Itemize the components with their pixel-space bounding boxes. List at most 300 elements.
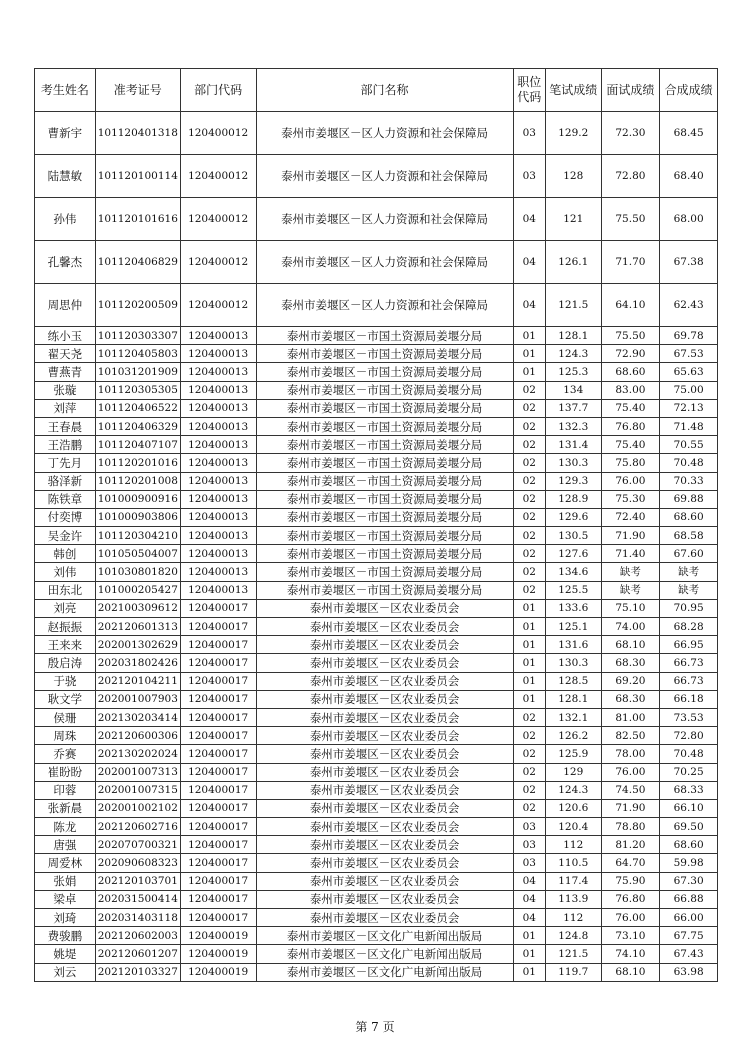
dept-code-cell: 120400013 — [180, 490, 256, 508]
table-row — [35, 708, 718, 726]
table-row — [35, 818, 718, 836]
position-code-cell: 02 — [513, 399, 545, 417]
table-row — [35, 581, 718, 599]
interview-score-cell: 71.90 — [601, 527, 660, 545]
position-code-cell: 03 — [513, 112, 545, 155]
interview-score-cell: 68.30 — [601, 654, 660, 672]
position-code-cell: 02 — [513, 708, 545, 726]
candidate-name-cell: 曹新宇 — [35, 112, 96, 155]
total-score-cell: 62.43 — [660, 284, 718, 327]
total-score-cell: 73.53 — [660, 708, 718, 726]
table-row — [35, 909, 718, 927]
table-row — [35, 381, 718, 399]
written-score-cell: 129 — [545, 763, 601, 781]
dept-code-cell: 120400013 — [180, 545, 256, 563]
dept-code-cell: 120400019 — [180, 963, 256, 981]
position-code-cell: 03 — [513, 836, 545, 854]
written-score-cell: 128.1 — [545, 690, 601, 708]
table-body — [35, 112, 718, 982]
candidate-name-cell: 刘琦 — [35, 909, 96, 927]
position-code-cell: 01 — [513, 345, 545, 363]
position-code-cell: 02 — [513, 545, 545, 563]
table-row — [35, 490, 718, 508]
position-code-cell: 02 — [513, 581, 545, 599]
total-score-cell: 67.30 — [660, 872, 718, 890]
ticket-number-cell: 202090608323 — [95, 854, 180, 872]
ticket-number-cell: 101000903806 — [95, 508, 180, 526]
dept-code-cell: 120400013 — [180, 581, 256, 599]
candidate-name-cell: 于骁 — [35, 672, 96, 690]
ticket-number-cell: 202130203414 — [95, 708, 180, 726]
ticket-number-cell: 202001302629 — [95, 636, 180, 654]
written-score-cell: 128.1 — [545, 327, 601, 345]
dept-code-cell: 120400012 — [180, 241, 256, 284]
total-score-cell: 70.33 — [660, 472, 718, 490]
table-row — [35, 241, 718, 284]
dept-name-cell: 泰州市姜堰区－区农业委员会 — [256, 727, 513, 745]
written-score-cell: 130.3 — [545, 454, 601, 472]
total-score-cell: 缺考 — [660, 563, 718, 581]
dept-code-cell: 120400017 — [180, 599, 256, 617]
written-score-cell: 120.4 — [545, 818, 601, 836]
table-row — [35, 654, 718, 672]
written-score-cell: 124.3 — [545, 345, 601, 363]
candidate-name-cell: 侯珊 — [35, 708, 96, 726]
written-score-cell: 129.6 — [545, 508, 601, 526]
written-score-cell: 125.1 — [545, 618, 601, 636]
table-row — [35, 284, 718, 327]
dept-name-cell: 泰州市姜堰区－市国土资源局姜堰分局 — [256, 508, 513, 526]
interview-score-cell: 68.10 — [601, 963, 660, 981]
written-score-cell: 130.3 — [545, 654, 601, 672]
interview-score-cell: 68.30 — [601, 690, 660, 708]
dept-name-cell: 泰州市姜堰区－区农业委员会 — [256, 872, 513, 890]
table-row — [35, 563, 718, 581]
dept-code-cell: 120400013 — [180, 436, 256, 454]
interview-score-cell: 78.80 — [601, 818, 660, 836]
dept-name-cell: 泰州市姜堰区－区文化广电新闻出版局 — [256, 945, 513, 963]
dept-code-cell: 120400013 — [180, 327, 256, 345]
dept-code-cell: 120400013 — [180, 399, 256, 417]
dept-name-cell: 泰州市姜堰区－市国土资源局姜堰分局 — [256, 563, 513, 581]
position-code-cell: 01 — [513, 672, 545, 690]
candidate-name-cell: 刘伟 — [35, 563, 96, 581]
table-row — [35, 198, 718, 241]
position-code-cell: 02 — [513, 745, 545, 763]
candidate-name-cell: 王来来 — [35, 636, 96, 654]
interview-score-cell: 75.10 — [601, 599, 660, 617]
ticket-number-cell: 101120406329 — [95, 417, 180, 435]
dept-name-cell: 泰州市姜堰区－区农业委员会 — [256, 708, 513, 726]
dept-code-cell: 120400019 — [180, 927, 256, 945]
table-row — [35, 781, 718, 799]
total-score-cell: 68.00 — [660, 198, 718, 241]
interview-score-cell: 76.80 — [601, 417, 660, 435]
table-row — [35, 545, 718, 563]
dept-name-cell: 泰州市姜堰区－区农业委员会 — [256, 781, 513, 799]
dept-name-cell: 泰州市姜堰区－市国土资源局姜堰分局 — [256, 490, 513, 508]
total-score-cell: 68.60 — [660, 508, 718, 526]
col-header-ticket: 准考证号 — [95, 69, 180, 112]
candidate-name-cell: 周珠 — [35, 727, 96, 745]
total-score-cell: 70.48 — [660, 454, 718, 472]
total-score-cell: 70.48 — [660, 745, 718, 763]
written-score-cell: 110.5 — [545, 854, 601, 872]
candidate-name-cell: 唐强 — [35, 836, 96, 854]
candidate-name-cell: 张娟 — [35, 872, 96, 890]
interview-score-cell: 81.00 — [601, 708, 660, 726]
position-code-cell: 02 — [513, 763, 545, 781]
col-header-written-score: 笔试成绩 — [545, 69, 601, 112]
total-score-cell: 63.98 — [660, 963, 718, 981]
ticket-number-cell: 101120101616 — [95, 198, 180, 241]
total-score-cell: 67.75 — [660, 927, 718, 945]
written-score-cell: 134.6 — [545, 563, 601, 581]
interview-score-cell: 72.80 — [601, 155, 660, 198]
dept-code-cell: 120400012 — [180, 112, 256, 155]
written-score-cell: 131.4 — [545, 436, 601, 454]
position-code-cell: 04 — [513, 198, 545, 241]
candidate-name-cell: 王浩鹏 — [35, 436, 96, 454]
interview-score-cell: 72.30 — [601, 112, 660, 155]
dept-code-cell: 120400017 — [180, 618, 256, 636]
table-row — [35, 872, 718, 890]
dept-code-cell: 120400017 — [180, 818, 256, 836]
written-score-cell: 124.8 — [545, 927, 601, 945]
total-score-cell: 67.38 — [660, 241, 718, 284]
ticket-number-cell: 101120405803 — [95, 345, 180, 363]
table-row — [35, 327, 718, 345]
dept-name-cell: 泰州市姜堰区－区文化广电新闻出版局 — [256, 927, 513, 945]
total-score-cell: 59.98 — [660, 854, 718, 872]
dept-code-cell: 120400017 — [180, 836, 256, 854]
interview-score-cell: 71.70 — [601, 241, 660, 284]
dept-name-cell: 泰州市姜堰区－区农业委员会 — [256, 745, 513, 763]
table-row — [35, 363, 718, 381]
interview-score-cell: 69.20 — [601, 672, 660, 690]
written-score-cell: 113.9 — [545, 890, 601, 908]
table-row — [35, 890, 718, 908]
written-score-cell: 128.9 — [545, 490, 601, 508]
written-score-cell: 124.3 — [545, 781, 601, 799]
ticket-number-cell: 202001007313 — [95, 763, 180, 781]
interview-score-cell: 缺考 — [601, 563, 660, 581]
ticket-number-cell: 101120100114 — [95, 155, 180, 198]
ticket-number-cell: 202001007903 — [95, 690, 180, 708]
dept-name-cell: 泰州市姜堰区－市国土资源局姜堰分局 — [256, 363, 513, 381]
dept-code-cell: 120400013 — [180, 527, 256, 545]
dept-name-cell: 泰州市姜堰区－区农业委员会 — [256, 618, 513, 636]
candidate-name-cell: 刘云 — [35, 963, 96, 981]
position-code-cell: 02 — [513, 781, 545, 799]
written-score-cell: 131.6 — [545, 636, 601, 654]
total-score-cell: 66.88 — [660, 890, 718, 908]
total-score-cell: 66.95 — [660, 636, 718, 654]
position-code-cell: 01 — [513, 690, 545, 708]
table-row — [35, 927, 718, 945]
col-header-dept-code: 部门代码 — [180, 69, 256, 112]
interview-score-cell: 74.10 — [601, 945, 660, 963]
candidate-name-cell: 刘萍 — [35, 399, 96, 417]
interview-score-cell: 64.70 — [601, 854, 660, 872]
candidate-name-cell: 张新晨 — [35, 799, 96, 817]
total-score-cell: 缺考 — [660, 581, 718, 599]
written-score-cell: 119.7 — [545, 963, 601, 981]
ticket-number-cell: 202120602003 — [95, 927, 180, 945]
ticket-number-cell: 101120200509 — [95, 284, 180, 327]
ticket-number-cell: 202070700321 — [95, 836, 180, 854]
ticket-number-cell: 202120103327 — [95, 963, 180, 981]
position-code-cell: 01 — [513, 363, 545, 381]
interview-score-cell: 75.50 — [601, 198, 660, 241]
written-score-cell: 125.9 — [545, 745, 601, 763]
dept-name-cell: 泰州市姜堰区－区农业委员会 — [256, 890, 513, 908]
candidate-name-cell: 孙伟 — [35, 198, 96, 241]
position-code-cell: 01 — [513, 327, 545, 345]
position-code-cell: 03 — [513, 854, 545, 872]
dept-name-cell: 泰州市姜堰区－区农业委员会 — [256, 818, 513, 836]
position-code-cell: 01 — [513, 963, 545, 981]
dept-name-cell: 泰州市姜堰区－市国土资源局姜堰分局 — [256, 417, 513, 435]
total-score-cell: 67.43 — [660, 945, 718, 963]
dept-name-cell: 泰州市姜堰区－市国土资源局姜堰分局 — [256, 345, 513, 363]
total-score-cell: 69.88 — [660, 490, 718, 508]
dept-code-cell: 120400013 — [180, 363, 256, 381]
dept-name-cell: 泰州市姜堰区－区人力资源和社会保障局 — [256, 284, 513, 327]
total-score-cell: 66.73 — [660, 654, 718, 672]
interview-score-cell: 64.10 — [601, 284, 660, 327]
dept-name-cell: 泰州市姜堰区－区农业委员会 — [256, 836, 513, 854]
ticket-number-cell: 101120406829 — [95, 241, 180, 284]
candidate-name-cell: 孔馨杰 — [35, 241, 96, 284]
candidate-name-cell: 崔盼盼 — [35, 763, 96, 781]
dept-name-cell: 泰州市姜堰区－市国土资源局姜堰分局 — [256, 436, 513, 454]
interview-score-cell: 68.60 — [601, 363, 660, 381]
table-row — [35, 945, 718, 963]
candidate-name-cell: 耿文学 — [35, 690, 96, 708]
ticket-number-cell: 202001007315 — [95, 781, 180, 799]
position-code-cell: 01 — [513, 654, 545, 672]
candidate-name-cell: 赵振振 — [35, 618, 96, 636]
position-code-cell: 02 — [513, 417, 545, 435]
candidate-name-cell: 费骏鹏 — [35, 927, 96, 945]
ticket-number-cell: 202031403118 — [95, 909, 180, 927]
dept-code-cell: 120400017 — [180, 781, 256, 799]
position-code-cell: 02 — [513, 381, 545, 399]
col-header-name: 考生姓名 — [35, 69, 96, 112]
written-score-cell: 134 — [545, 381, 601, 399]
table-row — [35, 799, 718, 817]
total-score-cell: 72.80 — [660, 727, 718, 745]
written-score-cell: 129.2 — [545, 112, 601, 155]
ticket-number-cell: 101120305305 — [95, 381, 180, 399]
results-table — [34, 68, 718, 982]
interview-score-cell: 75.50 — [601, 327, 660, 345]
candidate-name-cell: 吴金许 — [35, 527, 96, 545]
written-score-cell: 126.1 — [545, 241, 601, 284]
candidate-name-cell: 练小玉 — [35, 327, 96, 345]
interview-score-cell: 75.80 — [601, 454, 660, 472]
ticket-number-cell: 101120201008 — [95, 472, 180, 490]
dept-name-cell: 泰州市姜堰区－区农业委员会 — [256, 854, 513, 872]
interview-score-cell: 73.10 — [601, 927, 660, 945]
position-code-cell: 04 — [513, 284, 545, 327]
candidate-name-cell: 周爱林 — [35, 854, 96, 872]
dept-code-cell: 120400017 — [180, 799, 256, 817]
candidate-name-cell: 梁卓 — [35, 890, 96, 908]
candidate-name-cell: 王春晨 — [35, 417, 96, 435]
dept-name-cell: 泰州市姜堰区－区农业委员会 — [256, 763, 513, 781]
written-score-cell: 120.6 — [545, 799, 601, 817]
total-score-cell: 65.63 — [660, 363, 718, 381]
ticket-number-cell: 202001002102 — [95, 799, 180, 817]
position-code-cell: 04 — [513, 890, 545, 908]
interview-score-cell: 71.90 — [601, 799, 660, 817]
dept-name-cell: 泰州市姜堰区－区人力资源和社会保障局 — [256, 112, 513, 155]
total-score-cell: 70.95 — [660, 599, 718, 617]
written-score-cell: 132.3 — [545, 417, 601, 435]
interview-score-cell: 76.00 — [601, 909, 660, 927]
total-score-cell: 66.18 — [660, 690, 718, 708]
ticket-number-cell: 202120104211 — [95, 672, 180, 690]
ticket-number-cell: 202031500414 — [95, 890, 180, 908]
dept-name-cell: 泰州市姜堰区－区人力资源和社会保障局 — [256, 241, 513, 284]
ticket-number-cell: 101030801820 — [95, 563, 180, 581]
dept-code-cell: 120400013 — [180, 472, 256, 490]
written-score-cell: 125.3 — [545, 363, 601, 381]
dept-name-cell: 泰州市姜堰区－区农业委员会 — [256, 690, 513, 708]
table-row — [35, 112, 718, 155]
interview-score-cell: 75.30 — [601, 490, 660, 508]
ticket-number-cell: 202120601313 — [95, 618, 180, 636]
dept-name-cell: 泰州市姜堰区－区农业委员会 — [256, 909, 513, 927]
dept-code-cell: 120400017 — [180, 745, 256, 763]
total-score-cell: 75.00 — [660, 381, 718, 399]
position-code-cell: 02 — [513, 527, 545, 545]
dept-code-cell: 120400017 — [180, 909, 256, 927]
dept-code-cell: 120400012 — [180, 284, 256, 327]
ticket-number-cell: 202120600306 — [95, 727, 180, 745]
ticket-number-cell: 202120601207 — [95, 945, 180, 963]
interview-score-cell: 68.10 — [601, 636, 660, 654]
total-score-cell: 66.00 — [660, 909, 718, 927]
interview-score-cell: 78.00 — [601, 745, 660, 763]
total-score-cell: 68.40 — [660, 155, 718, 198]
table-row — [35, 854, 718, 872]
table-row — [35, 472, 718, 490]
position-code-cell: 01 — [513, 636, 545, 654]
interview-score-cell: 75.40 — [601, 399, 660, 417]
candidate-name-cell: 丁先月 — [35, 454, 96, 472]
candidate-name-cell: 印蓉 — [35, 781, 96, 799]
col-header-position-code: 职位代码 — [513, 69, 545, 112]
dept-name-cell: 泰州市姜堰区－市国土资源局姜堰分局 — [256, 454, 513, 472]
ticket-number-cell: 202130202024 — [95, 745, 180, 763]
dept-code-cell: 120400012 — [180, 198, 256, 241]
candidate-name-cell: 张璇 — [35, 381, 96, 399]
position-code-cell: 01 — [513, 618, 545, 636]
position-code-cell: 02 — [513, 472, 545, 490]
table-row — [35, 454, 718, 472]
written-score-cell: 137.7 — [545, 399, 601, 417]
table-row — [35, 345, 718, 363]
dept-code-cell: 120400013 — [180, 563, 256, 581]
candidate-name-cell: 刘亮 — [35, 599, 96, 617]
interview-score-cell: 74.00 — [601, 618, 660, 636]
ticket-number-cell: 101120407107 — [95, 436, 180, 454]
total-score-cell: 72.13 — [660, 399, 718, 417]
written-score-cell: 132.1 — [545, 708, 601, 726]
total-score-cell: 68.45 — [660, 112, 718, 155]
interview-score-cell: 71.40 — [601, 545, 660, 563]
position-code-cell: 03 — [513, 155, 545, 198]
dept-name-cell: 泰州市姜堰区－市国土资源局姜堰分局 — [256, 581, 513, 599]
position-code-cell: 02 — [513, 490, 545, 508]
dept-code-cell: 120400017 — [180, 727, 256, 745]
table-row — [35, 155, 718, 198]
dept-code-cell: 120400013 — [180, 417, 256, 435]
total-score-cell: 67.60 — [660, 545, 718, 563]
dept-code-cell: 120400013 — [180, 508, 256, 526]
candidate-name-cell: 田东北 — [35, 581, 96, 599]
total-score-cell: 69.50 — [660, 818, 718, 836]
candidate-name-cell: 陈铁章 — [35, 490, 96, 508]
total-score-cell: 71.48 — [660, 417, 718, 435]
dept-name-cell: 泰州市姜堰区－区文化广电新闻出版局 — [256, 963, 513, 981]
candidate-name-cell: 骆泽新 — [35, 472, 96, 490]
header-row — [35, 69, 718, 112]
ticket-number-cell: 101000900916 — [95, 490, 180, 508]
total-score-cell: 68.28 — [660, 618, 718, 636]
table-row — [35, 745, 718, 763]
dept-name-cell: 泰州市姜堰区－区人力资源和社会保障局 — [256, 155, 513, 198]
dept-code-cell: 120400017 — [180, 636, 256, 654]
dept-code-cell: 120400017 — [180, 854, 256, 872]
total-score-cell: 67.53 — [660, 345, 718, 363]
ticket-number-cell: 101031201909 — [95, 363, 180, 381]
position-code-cell: 02 — [513, 799, 545, 817]
dept-code-cell: 120400017 — [180, 890, 256, 908]
ticket-number-cell: 101120401318 — [95, 112, 180, 155]
ticket-number-cell: 202120602716 — [95, 818, 180, 836]
dept-name-cell: 泰州市姜堰区－区人力资源和社会保障局 — [256, 198, 513, 241]
table-row — [35, 727, 718, 745]
interview-score-cell: 76.00 — [601, 763, 660, 781]
score-sheet — [34, 68, 718, 982]
dept-code-cell: 120400017 — [180, 763, 256, 781]
ticket-number-cell: 202031802426 — [95, 654, 180, 672]
candidate-name-cell: 曹燕青 — [35, 363, 96, 381]
candidate-name-cell: 陆慧敏 — [35, 155, 96, 198]
ticket-number-cell: 101120201016 — [95, 454, 180, 472]
table-row — [35, 527, 718, 545]
dept-code-cell: 120400013 — [180, 381, 256, 399]
total-score-cell: 69.78 — [660, 327, 718, 345]
interview-score-cell: 缺考 — [601, 581, 660, 599]
interview-score-cell: 83.00 — [601, 381, 660, 399]
dept-name-cell: 泰州市姜堰区－区农业委员会 — [256, 654, 513, 672]
interview-score-cell: 72.40 — [601, 508, 660, 526]
written-score-cell: 112 — [545, 909, 601, 927]
table-row — [35, 508, 718, 526]
total-score-cell: 66.73 — [660, 672, 718, 690]
total-score-cell: 66.10 — [660, 799, 718, 817]
ticket-number-cell: 101120303307 — [95, 327, 180, 345]
dept-name-cell: 泰州市姜堰区－区农业委员会 — [256, 672, 513, 690]
candidate-name-cell: 殷启涛 — [35, 654, 96, 672]
table-row — [35, 417, 718, 435]
interview-score-cell: 76.80 — [601, 890, 660, 908]
